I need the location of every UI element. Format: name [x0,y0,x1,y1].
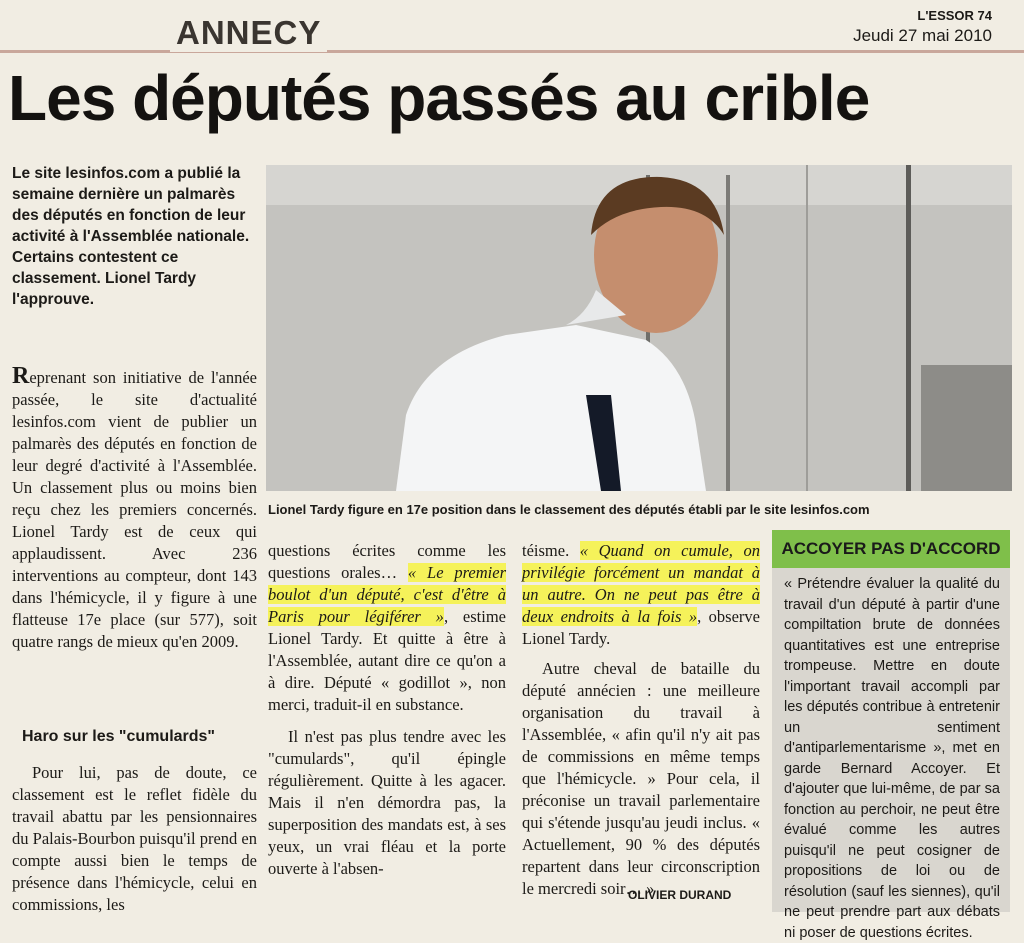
col3-text-b: , observe Lionel Tardy. [522,607,760,648]
standfirst: Le site lesinfos.com a publié la semaine dernière un palmarès des députés en fonction de leur activité à l'Assemblée nationale. Certains contestent ce classement. Lionel Tardy l'approuve. [12,165,250,308]
article-column-3 [522,540,760,900]
col2-text-b: , estime Lionel Tardy. Et quitte à être à l'Assemblée, autant dire ce qu'on a à dire. Député « godillot », non merci, traduit-il en substance. [268,607,506,714]
highlighted-quote-2: « Quand on cumule, on privilégie forcément un mandat à un autre. On ne peut pas être à deux endroits à la fois » [522,541,760,626]
photo-illustration [266,165,1012,491]
byline: OLIVIER DURAND [628,888,732,902]
col2-text-a: questions écrites comme les questions orales… [268,541,506,582]
drop-cap: R [12,363,30,389]
section-label: ANNECY [170,14,327,52]
col2-text-c: Il n'est pas plus tendre avec les "cumulards", qu'il épingle régulièrement. Quitte à les agacer. Mais il n'en démordra pas, la superposition des mandats est, à ses yeux, un vrai fléau et la porte ouverte à l'absen- [268,727,506,878]
publication-name: L'ESSOR 74 [917,8,992,23]
header-rule [0,50,1024,53]
article-column-1 [12,365,257,653]
sidebar-title: ACCOYER PAS D'ACCORD [772,530,1010,568]
article-column-2 [268,540,506,880]
article-subheading: Haro sur les "cumulards" [22,728,216,745]
photo-caption: Lionel Tardy figure en 17e position dans le classement des députés établi par le site lesinfos.com [268,502,870,517]
article-paragraph-2: Pour lui, pas de doute, ce classement est le reflet fidèle du travail abattu par les pensionnaires du Palais-Bourbon puisqu'il prend en compte aussi bien le temps de présence dans l'hémicycle, celui en commissions, les [12,763,257,914]
publication-date: Jeudi 27 mai 2010 [853,26,992,45]
article-photo [266,165,1012,491]
article-paragraph-1: eprenant son initiative de l'année passée, le site d'actualité lesinfos.com vient de publier un palmarès des députés en fonction de leur degré d'activité à l'Assemblée. Un classement plus ou moins bien reçu chez les premiers concernés. Lionel Tardy est de ceux qui applaudissent. Avec 236 interventions au compteur, dont 143 dans l'hémicycle, il y figure à une flatteuse 17e place (sur 577), soit quatre rangs de mieux qu'en 2009. [12,368,257,651]
col3-text-a: téisme. [522,541,580,560]
sidebar-text: « Prétendre évaluer la qualité du travail d'un député à partir d'une compiltation brute de données quantitatives est une entreprise trompeuse. Mettre en doute l'important travail accompli par les députés contribue à entretenir un sentiment d'antiparlementarisme », met en garde Bernard Accoyer. Et d'ajouter que lui-même, de par sa fonction au perchoir, ne peut être évalué comme les autres puisqu'il ne peut cosigner de propositions de loi ou de résolution (sauf les siennes), qu'il ne peut prendre part aux débats ni poser de questions écrites. [784,576,1000,941]
highlighted-quote-1: « Le premier boulot d'un député, c'est d'être à Paris pour légiférer » [268,563,506,626]
col3-text-c: Autre cheval de bataille du député annécien : une meilleure organisation du travail à l'Assemblée, « afin qu'il n'y ait pas de commissions en même temps que l'hémicycle. » Pour cela, il préconise un travail parlementaire qui s'étende jusqu'au jeudi inclus. « Actuellement, 90 % des députés repartent dans leur circonscription le mercredi soir… » [522,659,760,898]
headline: Les députés passés au crible [8,62,870,134]
